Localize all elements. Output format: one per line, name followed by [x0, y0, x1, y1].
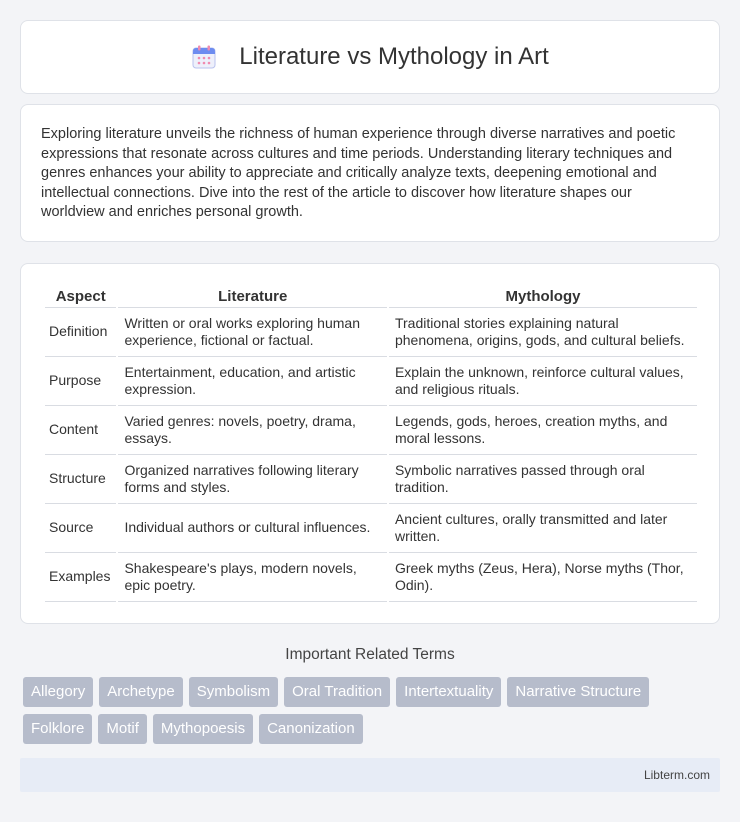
tag-oral-tradition[interactable]: Oral Tradition — [284, 677, 390, 707]
intro-card — [20, 104, 720, 242]
table-row — [45, 553, 697, 602]
cell-mythology: Legends, gods, heroes, creation myths, and moral lessons. — [389, 406, 697, 455]
cell-literature: Written or oral works exploring human experience, fictional or factual. — [118, 308, 387, 357]
header-aspect: Aspect — [45, 284, 116, 308]
footer — [20, 758, 720, 792]
cell-literature: Varied genres: novels, poetry, drama, essays. — [118, 406, 387, 455]
cell-literature: Entertainment, education, and artistic expression. — [118, 357, 387, 406]
cell-literature: Individual authors or cultural influences. — [118, 504, 387, 553]
table-row — [45, 357, 697, 406]
tag-motif[interactable]: Motif — [98, 714, 147, 744]
cell-mythology: Greek myths (Zeus, Hera), Norse myths (Thor, Odin). — [389, 553, 697, 602]
table-header-row — [45, 284, 697, 308]
cell-aspect: Content — [45, 406, 116, 455]
tag-symbolism[interactable]: Symbolism — [189, 677, 278, 707]
tag-archetype[interactable]: Archetype — [99, 677, 183, 707]
cell-literature: Shakespeare's plays, modern novels, epic poetry. — [118, 553, 387, 602]
tag-mythopoesis[interactable]: Mythopoesis — [153, 714, 253, 744]
cell-mythology: Explain the unknown, reinforce cultural values, and religious rituals. — [389, 357, 697, 406]
tag-folklore[interactable]: Folklore — [23, 714, 92, 744]
tag-intertextuality[interactable]: Intertextuality — [396, 677, 501, 707]
cell-mythology: Ancient cultures, orally transmitted and later written. — [389, 504, 697, 553]
tag-canonization[interactable]: Canonization — [259, 714, 363, 744]
table-row — [45, 455, 697, 504]
cell-mythology: Symbolic narratives passed through oral tradition. — [389, 455, 697, 504]
tag-allegory[interactable]: Allegory — [23, 677, 93, 707]
cell-aspect: Examples — [45, 553, 116, 602]
tag-narrative-structure[interactable]: Narrative Structure — [507, 677, 649, 707]
intro-text: Exploring literature unveils the richness of human experience through diverse narratives and poetic expressions that resonate across cultures and time periods. Understanding literary techniques and genres enhances your ability to appreciate and critically analyze texts, deepening emotional and intellectual connections. Dive into the rest of the article to discover how literature shapes our worldview and enriches personal growth. — [41, 126, 676, 220]
comparison-table — [43, 284, 699, 602]
header-mythology: Mythology — [389, 284, 697, 308]
table-row — [45, 406, 697, 455]
cell-aspect: Definition — [45, 308, 116, 357]
page-title: Literature vs Mythology in Art — [239, 43, 549, 70]
calendar-icon — [191, 44, 217, 70]
cell-mythology: Traditional stories explaining natural phenomena, origins, gods, and cultural beliefs. — [389, 308, 697, 357]
related-terms-list — [23, 677, 723, 751]
header-card — [20, 20, 720, 94]
related-terms-heading: Important Related Terms — [285, 646, 455, 663]
cell-aspect: Purpose — [45, 357, 116, 406]
cell-aspect: Source — [45, 504, 116, 553]
table-row — [45, 308, 697, 357]
comparison-table-card — [20, 263, 720, 624]
table-row — [45, 504, 697, 553]
header-literature: Literature — [118, 284, 387, 308]
footer-site-link[interactable]: Libterm.com — [643, 768, 710, 782]
cell-literature: Organized narratives following literary forms and styles. — [118, 455, 387, 504]
cell-aspect: Structure — [45, 455, 116, 504]
